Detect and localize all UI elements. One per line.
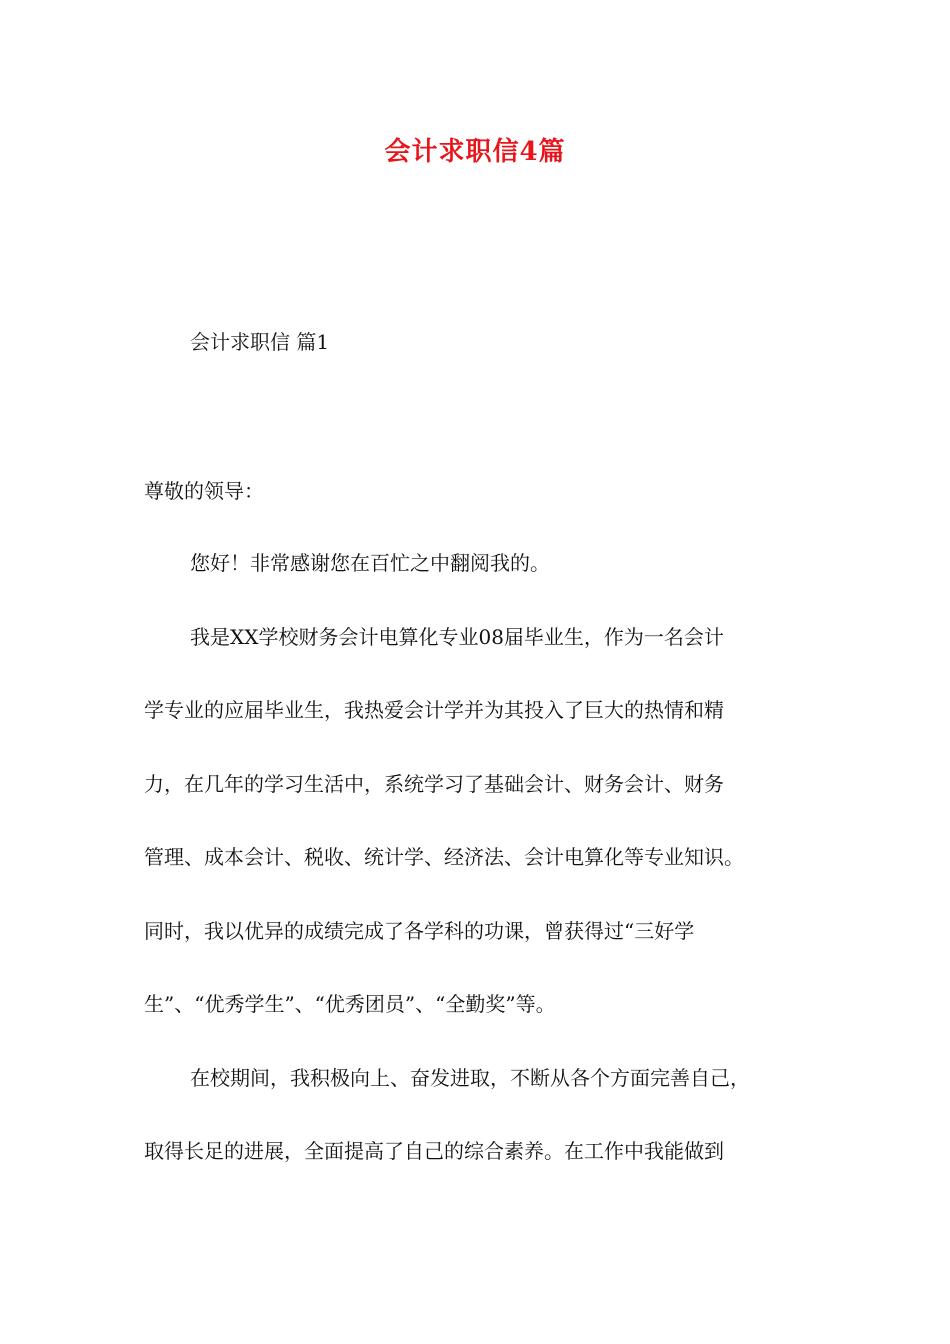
paragraph-introduction	[144, 622, 824, 1063]
text-line: 学专业的应届毕业生，我热爱会计学并为其投入了巨大的热情和精	[144, 698, 724, 722]
text-line: 取得长足的进展，全面提高了自己的综合素养。在工作中我能做到	[144, 1139, 724, 1163]
section-heading: 会计求职信 篇1	[190, 330, 330, 354]
text-line: 力，在几年的学习生活中，系统学习了基础会计、财务会计、财务	[144, 771, 724, 796]
text-line: 生”、“优秀学生”、“优秀团员”、“全勤奖”等。	[144, 992, 556, 1016]
letter-body	[144, 548, 824, 1210]
text-line: 管理、成本会计、税收、统计学、经济法、会计电算化等专业知识。	[144, 845, 744, 869]
salutation: 尊敬的领导：	[144, 479, 264, 503]
document-title: 会计求职信4篇	[384, 137, 566, 167]
text-line: 我是XX学校财务会计电算化专业08届毕业生，作为一名会计	[190, 624, 724, 649]
text-line: 您好！非常感谢您在百忙之中翻阅我的。	[190, 551, 550, 575]
text-line: 同时，我以优异的成绩完成了各学科的功课，曾获得过“三好学	[144, 918, 695, 943]
paragraph-school-period	[144, 1063, 824, 1210]
paragraph-greeting	[144, 548, 824, 622]
text-line: 在校期间，我积极向上、奋发进取，不断从各个方面完善自己，	[190, 1065, 750, 1090]
